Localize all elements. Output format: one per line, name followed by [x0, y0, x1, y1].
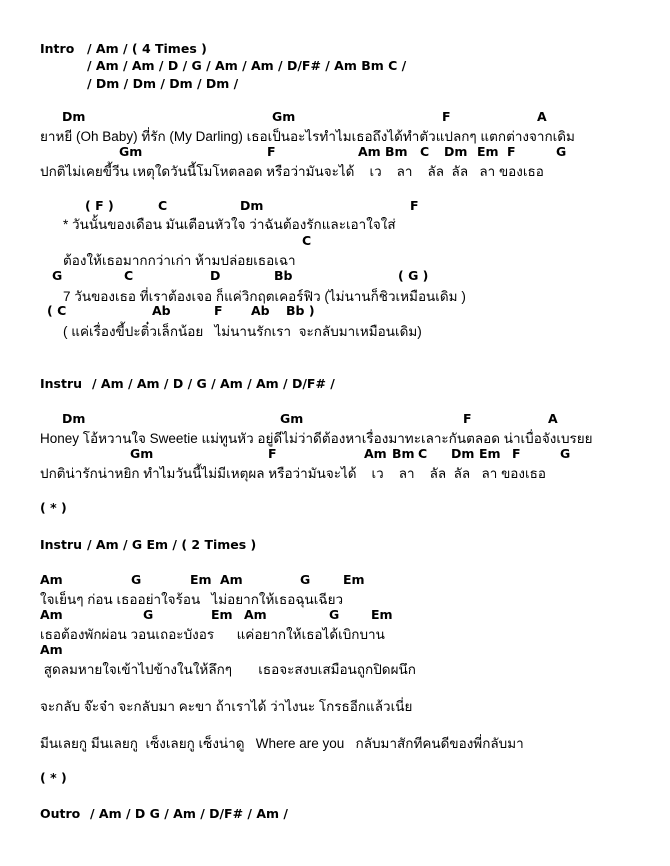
chord-symbol: Dm	[444, 144, 468, 159]
instru2-line: / Am / G Em / ( 2 Times )	[87, 537, 257, 552]
chorus-chords-2	[0, 233, 670, 249]
intro-line-3: / Dm / Dm / Dm / Dm /	[87, 76, 239, 91]
chorus-chords-4	[0, 303, 670, 319]
chord-symbol: F	[410, 198, 419, 213]
intro-line-1: / Am / ( 4 Times )	[87, 41, 207, 56]
chord-symbol: G	[560, 446, 571, 461]
chorus-chords-1	[0, 198, 670, 214]
chord-symbol: A	[548, 411, 558, 426]
chord-symbol: G	[556, 144, 567, 159]
chorus-chords-3	[0, 268, 670, 284]
chord-symbol: Am	[40, 642, 63, 657]
bridge-chords-2	[0, 607, 670, 623]
chord-symbol: F	[267, 144, 276, 159]
chord-symbol: Em	[211, 607, 233, 622]
chord-symbol: Am	[40, 572, 63, 587]
chord-symbol: G	[52, 268, 63, 283]
chord-symbol: C	[158, 198, 168, 213]
chord-symbol: Am	[40, 607, 63, 622]
chord-symbol: Em	[343, 572, 365, 587]
chorus-repeat-marker: ( * )	[40, 500, 67, 515]
chorus-lyric-2: ต้องให้เธอมากกว่าเก่า ห้ามปล่อยเธอเฉา	[63, 253, 296, 268]
verse2-chords-1	[0, 411, 670, 427]
chord-symbol: Am	[244, 607, 267, 622]
chord-symbol: C	[124, 268, 134, 283]
bridge-lyric-2: เธอต้องพักผ่อน วอนเถอะบังอร แค่อยากให้เธอได้เบิกบาน	[40, 627, 385, 642]
verse1-lyric-1: ยาหยี (Oh Baby) ที่รัก (My Darling) เธอเป็นอะไรทำไมเธอถึงได้ทำตัวแปลกๆ แตกต่างจากเดิม	[40, 129, 575, 144]
chorus-lyric-1: * วันนั้นของเดือน มันเตือนหัวใจ ว่าฉันต้องรักและเอาใจใส่	[63, 217, 396, 232]
chord-symbol: C	[302, 233, 312, 248]
verse2-chords-2	[0, 446, 670, 462]
chord-symbol: Gm	[280, 411, 304, 426]
chorus-lyric-4: ( แค่เรื่องขี้ปะติ๋วเล็กน้อย ไม่นานรักเรา จะกลับมาเหมือนเดิม)	[63, 324, 422, 339]
intro-label: Intro	[40, 41, 75, 56]
instru1-label: Instru	[40, 376, 83, 391]
bridge-lyric-4: จะกลับ จ๊ะจ๋า จะกลับมา คะขา ถ้าเราได้ ว่าไงนะ โกรธอีกแล้วเนี่ย	[40, 699, 413, 714]
chord-symbol: F	[214, 303, 223, 318]
instru2-label: Instru	[40, 537, 83, 552]
chord-symbol: C	[418, 446, 428, 461]
chord-symbol: Bm	[392, 446, 415, 461]
chord-symbol: Gm	[130, 446, 154, 461]
chord-symbol: Ab	[251, 303, 270, 318]
chorus-repeat-marker-2: ( * )	[40, 770, 67, 785]
chord-symbol: Em	[190, 572, 212, 587]
chord-symbol: D	[210, 268, 221, 283]
verse1-chords-2	[0, 144, 670, 160]
chord-symbol: F	[463, 411, 472, 426]
chord-symbol: Em	[477, 144, 499, 159]
chord-symbol: Gm	[119, 144, 143, 159]
chord-symbol: F	[442, 109, 451, 124]
chord-symbol: Bb )	[286, 303, 315, 318]
chord-symbol: Am	[220, 572, 243, 587]
chord-symbol: Em	[479, 446, 501, 461]
bridge-chords-3	[0, 642, 670, 658]
verse2-lyric-2: ปกติน่ารักน่าหยิก ทำไมวันนี้ไม่มีเหตุผล หรือว่ามันจะได้ เว ลา ลัล ลัล ลา ของเธอ	[40, 466, 546, 481]
verse2-lyric-1: Honey โอ้หวานใจ Sweetie แม่ทูนหัว อยู่ดีไม่ว่าดีต้องหาเรื่องมาทะเลาะกันตลอด น่าเบื่อจังเบรยย	[40, 431, 593, 446]
outro-label: Outro	[40, 806, 81, 821]
chord-symbol: Ab	[152, 303, 171, 318]
chord-symbol: Em	[371, 607, 393, 622]
chord-symbol: F	[268, 446, 277, 461]
bridge-lyric-1: ใจเย็นๆ ก่อน เธออย่าใจร้อน ไม่อยากให้เธอฉุนเฉียว	[40, 592, 344, 607]
chord-symbol: G	[329, 607, 340, 622]
instru1-line: / Am / Am / D / G / Am / Am / D/F# /	[92, 376, 335, 391]
bridge-chords-1	[0, 572, 670, 588]
bridge-lyric-3: สูดลมหายใจเข้าไปข้างในให้ลึกๆ เธอจะสงบเสมือนถูกปิดผนึก	[40, 662, 416, 677]
chord-symbol: Dm	[62, 109, 86, 124]
chord-symbol: A	[537, 109, 547, 124]
outro-line: / Am / D G / Am / D/F# / Am /	[90, 806, 288, 821]
chord-symbol: Gm	[272, 109, 296, 124]
chord-symbol: G	[131, 572, 142, 587]
chord-symbol: Dm	[240, 198, 264, 213]
chord-symbol: Bb	[274, 268, 293, 283]
chord-symbol: G	[143, 607, 154, 622]
chord-symbol: Bm	[385, 144, 408, 159]
chord-symbol: C	[420, 144, 430, 159]
chord-symbol: ( C	[47, 303, 67, 318]
chord-symbol: Am	[364, 446, 387, 461]
chord-symbol: Dm	[62, 411, 86, 426]
chord-symbol: F	[507, 144, 516, 159]
bridge-lyric-5: มีนเลยกู มีนเลยกู เซ็งเลยกู เซ็งน่าดู Where are you กลับมาสักทีคนดีของพี่กลับมา	[40, 736, 524, 751]
chord-symbol: ( F )	[85, 198, 114, 213]
chord-symbol: Am	[358, 144, 381, 159]
chord-symbol: Dm	[451, 446, 475, 461]
chord-symbol: F	[512, 446, 521, 461]
chord-symbol: G	[300, 572, 311, 587]
chorus-lyric-3: 7 วันของเธอ ที่เราต้องเจอ ก็แค่วิกฤตเคอร์ฟิว (ไม่นานก็ชิวเหมือนเดิม )	[63, 289, 466, 304]
verse1-chords-1	[0, 109, 670, 125]
intro-line-2: / Am / Am / D / G / Am / Am / D/F# / Am Bm C /	[87, 58, 407, 73]
verse1-lyric-2: ปกติไม่เคยขี้วีน เหตุใดวันนี้โมโหตลอด หรือว่ามันจะได้ เว ลา ลัล ลัล ลา ของเธอ	[40, 164, 544, 179]
chord-symbol: ( G )	[398, 268, 429, 283]
